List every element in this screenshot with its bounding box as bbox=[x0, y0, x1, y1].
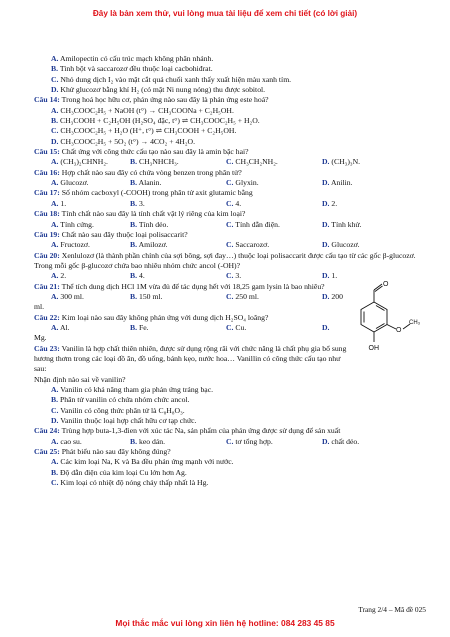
q23-prompt: Nhận định nào sai về vanilin? bbox=[34, 374, 126, 384]
q19-option-a: A. Fructozơ. bbox=[51, 240, 90, 250]
q17-options bbox=[34, 199, 426, 209]
q25-stem: Câu 25: Phát biểu nào sau đây không đúng? bbox=[34, 447, 171, 457]
page-footer: Trang 2/4 – Mã đề 025 bbox=[358, 605, 426, 614]
q18-stem: Câu 18: Tính chất nào sau đây là tính chất vật lý riêng của kim loại? bbox=[34, 209, 246, 219]
q17-option-b: B. 3. bbox=[130, 198, 145, 208]
q24-option-d: D. chất dẻo. bbox=[322, 436, 360, 446]
q13-option-c: C. Nhỏ dung dịch I₂ vào mặt cắt quả chuối xanh thấy xuất hiện màu xanh tím. bbox=[51, 74, 292, 84]
q22-option-d-wrap: Mg. bbox=[34, 333, 47, 343]
q15-options bbox=[34, 157, 426, 167]
q20-option-c: C. 3. bbox=[226, 271, 242, 281]
q17-option-d: D. 2. bbox=[322, 198, 338, 208]
q24-option-b: B. keo dán. bbox=[130, 436, 166, 446]
q13-option-d: D. Khử glucozơ bằng khí H₂ (có mặt Ni nung nóng) thu được sobitol. bbox=[51, 85, 266, 95]
q22-stem: Câu 22: Kim loại nào sau đây không phản ứng với dung dịch H₂SO₄ loãng? bbox=[34, 312, 269, 322]
q15-option-a: A. (CH₃)₂CHNH₂. bbox=[51, 157, 108, 167]
q20-option-a: A. 2. bbox=[51, 271, 67, 281]
q21-option-a: A. 300 ml. bbox=[51, 291, 84, 301]
q14-stem: Câu 14: Trong hoá học hữu cơ, phản ứng nào sau đây là phản ứng este hoá? bbox=[34, 95, 269, 105]
q21-option-d-wrap: ml. bbox=[34, 302, 45, 312]
q20-option-b: B. 4. bbox=[130, 271, 145, 281]
ether-oxygen-label: O bbox=[396, 327, 402, 334]
q15-stem: Câu 15: Chất ứng với công thức cấu tạo nào sau đây là amin bậc hai? bbox=[34, 147, 249, 157]
hotline-banner: Mọi thắc mắc vui lòng xin liên hệ hotline: 084 283 45 85 bbox=[115, 618, 335, 628]
q18-option-d: D. Tính khử. bbox=[322, 219, 362, 229]
q19-option-b: B. Amilozơ. bbox=[130, 240, 168, 250]
q24-option-c: C. tơ tổng hợp. bbox=[226, 436, 273, 446]
q22-option-c: C. Cu. bbox=[226, 322, 247, 332]
vanillin-structure bbox=[350, 278, 426, 360]
q15-option-d: D. (CH₃)₃N. bbox=[322, 157, 361, 167]
methyl-label: CH₃ bbox=[409, 320, 421, 326]
q14-option-d: D. CH₃COOC₂H₅ + 5O₂ (t°) → 4CO₂ + 4H₂O. bbox=[51, 136, 196, 146]
q23-option-a: A. Vanilin có khả năng tham gia phản ứng tráng bạc. bbox=[51, 385, 214, 394]
q16-option-b: B. Alanin. bbox=[130, 178, 162, 188]
benzene-ring bbox=[361, 302, 387, 332]
q14-option-c: C. CH₃COOC₂H₅ + H₂O (H⁺, t°) ⇌ CH₃COOH + C₂H₅OH. bbox=[51, 126, 237, 136]
preview-banner: Đây là bản xem thử, vui lòng mua tài liệu để xem chi tiết (có lời giải) bbox=[92, 9, 358, 18]
q16-options bbox=[34, 178, 426, 188]
q23-option-b: B. Phân tử vanilin có chứa nhóm chức ancol. bbox=[51, 395, 190, 405]
q20-option-d: D. 1. bbox=[322, 271, 338, 281]
hydroxyl-label: OH bbox=[368, 345, 379, 352]
q21-option-d: D. 200 bbox=[322, 291, 343, 301]
q13-option-a: A. Amilopectin có cấu trúc mạch không phân nhánh. bbox=[51, 54, 214, 63]
q13-option-b: B. Tinh bột và saccarozơ đều thuộc loại cacbohiđrat. bbox=[51, 64, 213, 74]
q23-stem: Câu 23: Vanilin là hợp chất thiên nhiên, được sử dụng rộng rãi với chức năng là chất phụ gia bổ sung hương thơm trong các loại đồ ăn, đồ uống, bánh kẹo, nước hoa… Vanillin có công thức cấu tạo như sau: bbox=[34, 343, 347, 374]
q17-option-a: A. 1. bbox=[51, 198, 67, 208]
q19-option-c: C. Saccarozơ. bbox=[226, 240, 270, 250]
q25-option-c: C. Kim loại có nhiệt độ nóng chảy thấp nhất là Hg. bbox=[51, 478, 209, 488]
q24-options bbox=[34, 437, 426, 447]
q18-options bbox=[34, 220, 426, 230]
q18-option-b: B. Tính dẻo. bbox=[130, 219, 169, 229]
exam-content bbox=[34, 54, 426, 488]
q18-option-c: C. Tính dẫn điện. bbox=[226, 219, 280, 229]
q21-stem: Câu 21: Thể tích dung dịch HCl 1M vừa đủ để tác dụng hết với 18,25 gam lysin là bao nhiêu? bbox=[34, 281, 325, 291]
q25-option-a: A. Các kim loại Na, K và Ba đều phản ứng mạnh với nước. bbox=[51, 457, 234, 467]
q15-option-c: C. CH₃CH₂NH₂. bbox=[226, 157, 278, 167]
q22-option-a: A. Al. bbox=[51, 322, 70, 332]
q23-option-d: D. Vanilin thuộc loại hợp chất hữu cơ tạp chức. bbox=[51, 416, 197, 426]
q17-stem: Câu 17: Số nhóm cacboxyl (-COOH) trong phân tử axit glutamic bằng bbox=[34, 188, 253, 198]
q21-option-b: B. 150 ml. bbox=[130, 291, 163, 301]
q14-option-b: B. CH₃COOH + C₂H₅OH (H₂SO₄ đặc, t°) ⇌ CH₃COOC₂H₅ + H₂O. bbox=[51, 116, 260, 126]
q25-option-b: B. Độ dẫn điện của kim loại Cu lớn hơn Ag. bbox=[51, 467, 187, 477]
q16-option-d: D. Anilin. bbox=[322, 178, 353, 188]
q21-option-c: C. 250 ml. bbox=[226, 291, 259, 301]
q19-option-d: D. Glucozơ. bbox=[322, 240, 360, 250]
q15-option-b: B. CH₃NHCH₃. bbox=[130, 157, 179, 167]
q23-option-c: C. Vanilin có công thức phân tử là C₈H₈O₃. bbox=[51, 405, 185, 415]
q14-option-a: A. CH₃COOC₂H₅ + NaOH (t°) → CH₃COONa + C₂H₅OH. bbox=[51, 105, 234, 115]
q16-option-c: C. Glyxin. bbox=[226, 178, 259, 188]
q18-option-a: A. Tính cứng. bbox=[51, 219, 94, 229]
q17-option-c: C. 4. bbox=[226, 198, 242, 208]
q16-option-a: A. Glucozơ. bbox=[51, 178, 89, 188]
q22-option-b: B. Fe. bbox=[130, 322, 149, 332]
q19-options bbox=[34, 240, 426, 250]
q22-option-d: D. bbox=[322, 322, 330, 332]
q24-option-a: A. cao su. bbox=[51, 436, 82, 446]
q19-stem: Câu 19: Chất nào sau đây thuộc loại polisaccarit? bbox=[34, 229, 188, 239]
q16-stem: Câu 16: Hợp chất nào sau đây có chứa vòng benzen trong phân tử? bbox=[34, 167, 242, 177]
q24-stem: Câu 24: Trùng hợp buta-1,3-đien với xúc tác Na, sản phẩm của phản ứng được sử dụng để sản xuất bbox=[34, 426, 341, 436]
aldehyde-oxygen-label: O bbox=[383, 281, 389, 288]
q20-stem: Câu 20: Xenlulozơ (là thành phần chính của sợi bông, sợi đay…) thuộc loại polisaccarit được cấu tạo từ các gốc β-glucozơ. Trong mỗi gốc β-glucozơ chứa bao nhiêu nhóm chức ancol (-OH)? bbox=[34, 250, 416, 270]
